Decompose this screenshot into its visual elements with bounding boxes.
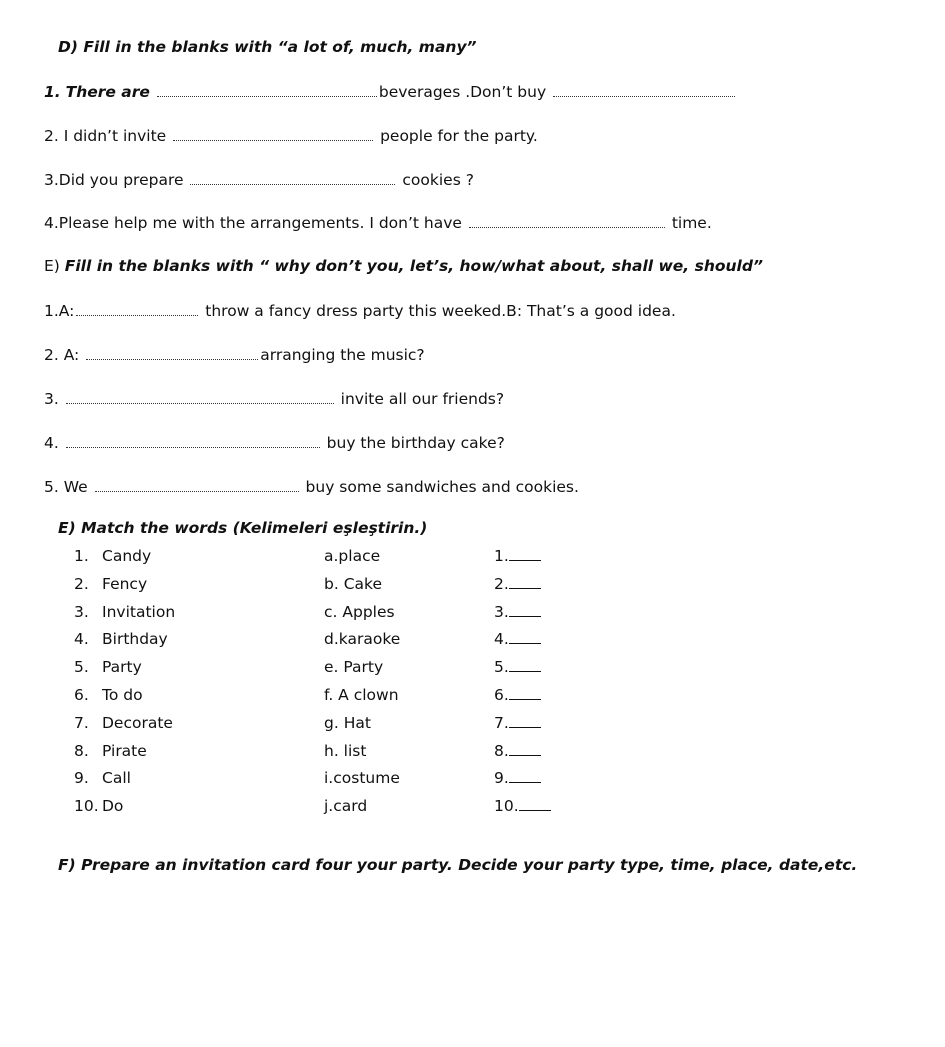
answer-blank[interactable] [519,796,551,811]
answer-blank[interactable] [509,657,541,672]
question-e1 [44,301,676,320]
answer-item: 10. [494,793,551,821]
blank-field[interactable] [95,477,299,492]
blank-field[interactable] [553,82,735,97]
list-item: 5. Party [74,658,142,677]
list-item: 6. To do [74,685,143,704]
list-item: 3. Invitation [74,602,176,621]
question-d2 [44,126,538,145]
match-answer-column [494,543,551,821]
question-text: There are [65,83,150,101]
question-text: 3.Did you prepare [44,171,184,189]
question-text: beverages .Don’t buy [378,83,547,101]
question-text: cookies ? [402,171,474,189]
blank-field[interactable] [66,433,320,448]
answer-blank[interactable] [509,741,541,756]
answer-blank[interactable] [509,602,541,617]
section-d-heading: D) Fill in the blanks with “a lot of, much, many” [58,38,477,56]
list-item: 7. Decorate [74,713,173,732]
question-e3 [44,389,504,408]
section-e2-heading: E) Match the words (Kelimeleri eşleştirin.) [58,519,428,537]
list-item: b. Cake [324,574,382,593]
list-item: d.karaoke [324,630,401,649]
blank-field[interactable] [190,170,395,185]
answer-blank[interactable] [509,546,541,561]
question-e4 [44,433,505,452]
question-number: 1. [44,83,61,101]
list-item: h. list [324,741,367,760]
question-text: 4.Please help me with the arrangements. I don’t have [44,214,462,232]
answer-item: 4. [494,626,551,654]
answer-item: 9. [494,765,551,793]
question-text: people for the party. [380,127,538,145]
list-item: 8. Pirate [74,741,147,760]
blank-field[interactable] [66,389,334,404]
list-item: j.card [324,797,368,816]
answer-blank[interactable] [509,768,541,783]
section-instruction: Fill in the blanks with “ why don’t you, let’s, how/what about, shall we, should” [64,257,763,275]
question-d4 [44,213,712,232]
blank-field[interactable] [86,345,258,360]
question-text: 1.A: [44,302,75,320]
list-item: e. Party [324,658,384,677]
question-d1 [44,82,737,101]
answer-item: 7. [494,710,551,738]
answer-item: 3. [494,599,551,627]
question-d3 [44,170,474,189]
section-label: E) [44,257,65,275]
question-text: buy some sandwiches and cookies. [305,478,579,496]
answer-blank[interactable] [509,713,541,728]
question-text: throw a fancy dress party this weeked.B: That’s a good idea. [205,302,676,320]
question-text: arranging the music? [260,346,425,364]
blank-field[interactable] [469,213,665,228]
list-item: g. Hat [324,713,371,732]
list-item: 10. Do [74,797,124,816]
answer-item: 8. [494,738,551,766]
question-e2 [44,345,425,364]
question-text: 2. A: [44,346,80,364]
list-item: c. Apples [324,602,395,621]
list-item: 9. Call [74,769,131,788]
answer-item: 2. [494,571,551,599]
question-text: 3. [44,390,59,408]
answer-item: 6. [494,682,551,710]
section-e1-heading [44,257,763,275]
blank-field[interactable] [157,82,377,97]
list-item: i.costume [324,769,400,788]
answer-blank[interactable] [509,629,541,644]
question-text: 2. I didn’t invite [44,127,167,145]
question-text: 5. We [44,478,88,496]
match-left-column [74,543,175,821]
answer-item: 1. [494,543,551,571]
blank-field[interactable] [76,301,198,316]
question-text: time. [671,214,712,232]
list-item: 4. Birthday [74,630,168,649]
blank-field[interactable] [173,126,373,141]
section-f-heading: F) Prepare an invitation card four your party. Decide your party type, time, place, date,etc. [58,856,858,874]
answer-item: 5. [494,654,551,682]
list-item: 1. Candy [74,547,152,565]
question-text: buy the birthday cake? [326,434,505,452]
match-right-column [324,543,400,821]
answer-blank[interactable] [509,574,541,589]
question-e5 [44,477,579,496]
list-item: a.place [324,547,381,565]
list-item: f. A clown [324,685,399,704]
question-text: invite all our friends? [340,390,505,408]
question-text: 4. [44,434,59,452]
list-item: 2. Fency [74,574,148,593]
answer-blank[interactable] [509,685,541,700]
